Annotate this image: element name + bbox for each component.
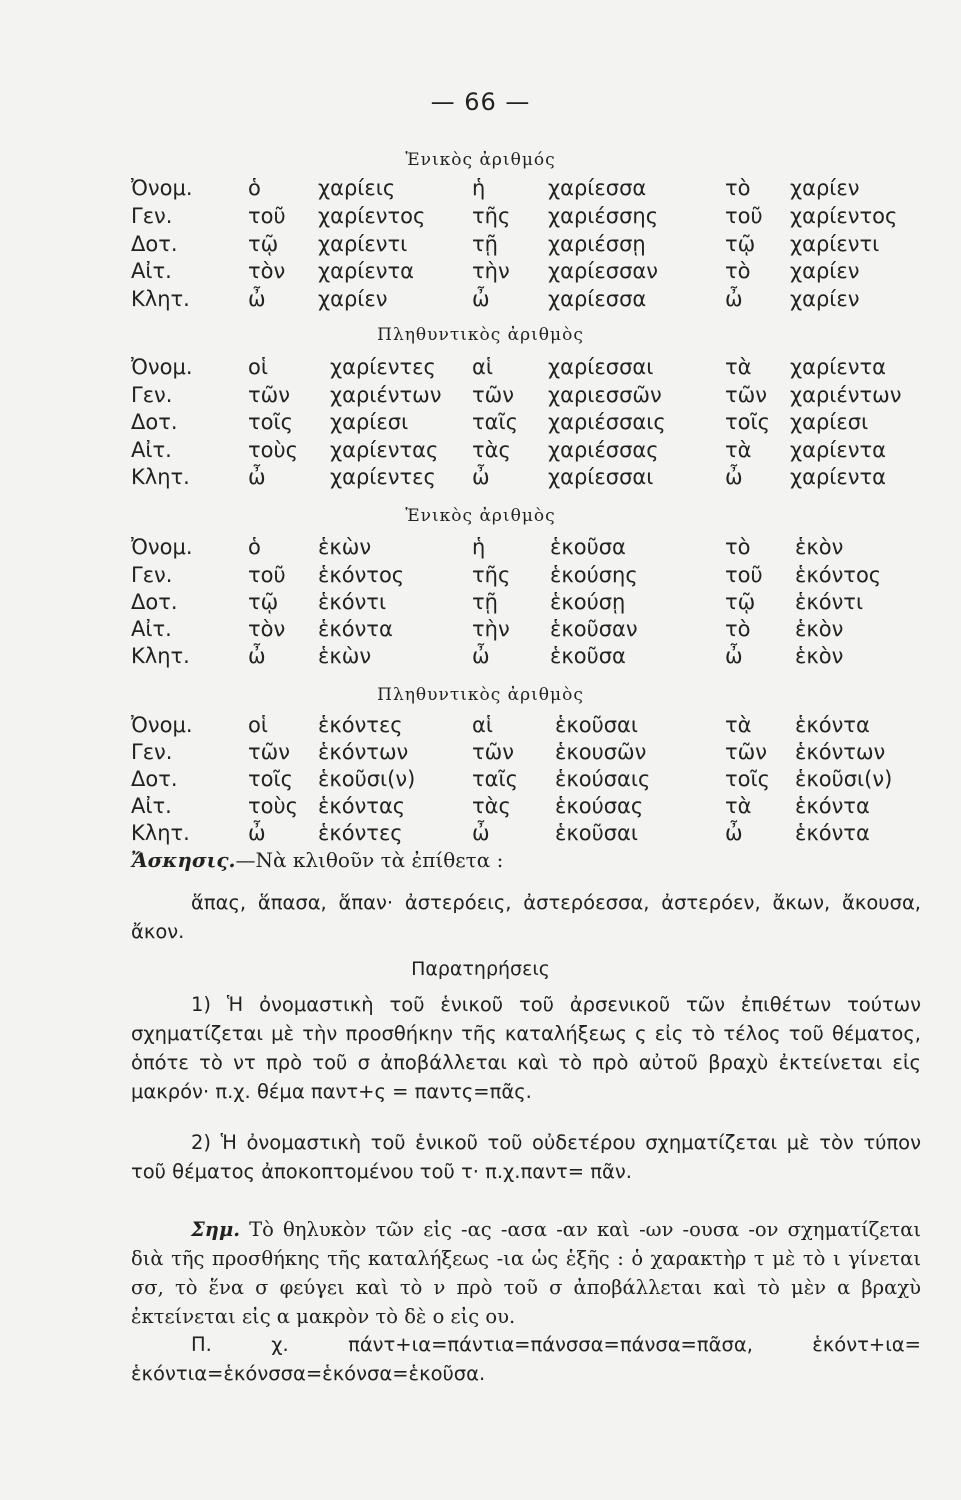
table-row: Αἰτ. τοὺς χαρίεντας τὰς χαριέσσας τὰ χαρίεντα xyxy=(131,438,886,462)
table-row: Γεν. τῶν ἑκόντων τῶν ἑκουσῶν τῶν ἑκόντων xyxy=(131,740,886,764)
page-number: — 66 — xyxy=(430,88,531,116)
table-heading-plural-1: Πληθυντικὸς ἀριθμὸς xyxy=(377,325,584,345)
table-row: Δοτ. τοῖς χαρίεσι ταῖς χαριέσσαις τοῖς χαρίεσι xyxy=(131,410,869,434)
table-row: Αἰτ. τὸν χαρίεντα τὴν χαρίεσσαν τὸ χαρίεν xyxy=(131,259,860,283)
note-paragraph xyxy=(131,1215,921,1331)
table-row: Αἰτ. τὸν ἑκόντα τὴν ἑκοῦσαν τὸ ἑκὸν xyxy=(131,617,844,641)
table-row: Γεν. τῶν χαριέντων τῶν χαριεσσῶν τῶν χαριέντων xyxy=(131,383,902,407)
observations-title: Παρατηρήσεις xyxy=(411,958,550,980)
table-row: Δοτ. τῷ ἑκόντι τῇ ἑκούσῃ τῷ ἑκόντι xyxy=(131,590,864,614)
table-row: Κλητ. ὦ χαρίεν ὦ χαρίεσσα ὦ χαρίεν xyxy=(131,287,860,311)
table-row: Δοτ. τοῖς ἑκοῦσι(ν) ταῖς ἑκούσαις τοῖς ἑκοῦσι(ν) xyxy=(131,767,893,791)
exercise-heading xyxy=(131,848,503,872)
observation-paragraph-1: 1) Ἡ ὀνομαστικὴ τοῦ ἑνικοῦ τοῦ ἀρσενικοῦ τῶν ἐπιθέτων τούτων σχηματίζεται μὲ τὴν προσθήκην τῆς καταλήξεως ς εἰς τὸ τέλος τοῦ θέματος, ὁπότε τὸ ντ πρὸ τοῦ σ ἀποβάλλεται καὶ τὸ πρὸ αὐτοῦ βραχὺ ἐκτείνεται εἰς μακρόν· π.χ. θέμα παντ+ς = παντς=πᾶς. xyxy=(131,993,921,1103)
exercise-instruction: —Νὰ κλιθοῦν τὰ ἐπίθετα : xyxy=(235,848,504,872)
note-text: Τὸ θηλυκὸν τῶν εἰς -ας -ασα -αν καὶ -ων -ουσα -ον σχηματίζεται διὰ τῆς προσθήκης τῆς καταλήξεως -ια ὡς ἑξῆς : ὁ χαρακτὴρ τ μὲ τὸ ι γίνεται σσ, τὸ ἕνα σ φεύγει καὶ τὸ ν πρὸ τοῦ σ ἀποβάλλεται καὶ τὸ μὲν α βραχὺ ἐκτείνεται εἰς α μακρὸν τὸ δὲ ο εἰς ου. xyxy=(131,1218,922,1328)
table-heading-plural-2: Πληθυντικὸς ἀριθμὸς xyxy=(377,685,584,705)
exercise-label: Ἄσκησις. xyxy=(131,848,236,872)
exercise-words: ἅπας, ἅπασα, ἅπαν· ἀστερόεις, ἀστερόεσσα, ἀστερόεν, ἄκων, ἄκουσα, ἄκον. xyxy=(131,891,921,943)
note-label: Σημ. xyxy=(191,1218,241,1241)
example-paragraph: Π. χ. πάντ+ια=πάντια=πάνσσα=πάνσα=πᾶσα, ἑκόντ+ια= ἑκόντια=ἑκόνσσα=ἑκόνσα=ἑκοῦσα. xyxy=(131,1333,921,1385)
table-row: Δοτ. τῷ χαρίεντι τῇ χαριέσσῃ τῷ χαρίεντι xyxy=(131,232,880,256)
table-heading-singular-1: Ἑνικὸς ἀριθμός xyxy=(405,150,556,170)
table-row: Κλητ. ὦ ἑκὼν ὦ ἑκοῦσα ὦ ἑκὸν xyxy=(131,644,844,668)
table-row: Γεν. τοῦ ἑκόντος τῆς ἑκούσης τοῦ ἑκόντος xyxy=(131,563,882,587)
observation-paragraph-2: 2) Ἡ ὀνομαστικὴ τοῦ ἑνικοῦ τοῦ οὐδετέρου σχηματίζεται μὲ τὸν τύπον τοῦ θέματος ἀποκοπτομένου τοῦ τ· π.χ.παντ= πᾶν. xyxy=(131,1131,921,1183)
table-row: Αἰτ. τοὺς ἑκόντας τὰς ἑκούσας τὰ ἑκόντα xyxy=(131,794,870,818)
table-row: Ὀνομ. οἱ χαρίεντες αἱ χαρίεσσαι τὰ χαρίεντα xyxy=(131,355,886,379)
table-row: Ὀνομ. οἱ ἑκόντες αἱ ἑκοῦσαι τὰ ἑκόντα xyxy=(131,713,870,737)
table-row: Κλητ. ὦ χαρίεντες ὦ χαρίεσσαι ὦ χαρίεντα xyxy=(131,465,886,489)
table-row: Ὀνομ. ὁ ἑκὼν ἡ ἑκοῦσα τὸ ἑκὸν xyxy=(131,535,844,559)
table-row: Κλητ. ὦ ἑκόντες ὦ ἑκοῦσαι ὦ ἑκόντα xyxy=(131,821,870,845)
table-heading-singular-2: Ἑνικὸς ἀριθμὸς xyxy=(405,506,556,526)
table-row: Ὀνομ. ὁ χαρίεις ἡ χαρίεσσα τὸ χαρίεν xyxy=(131,176,860,200)
table-row: Γεν. τοῦ χαρίεντος τῆς χαριέσσης τοῦ χαρίεντος xyxy=(131,204,898,228)
